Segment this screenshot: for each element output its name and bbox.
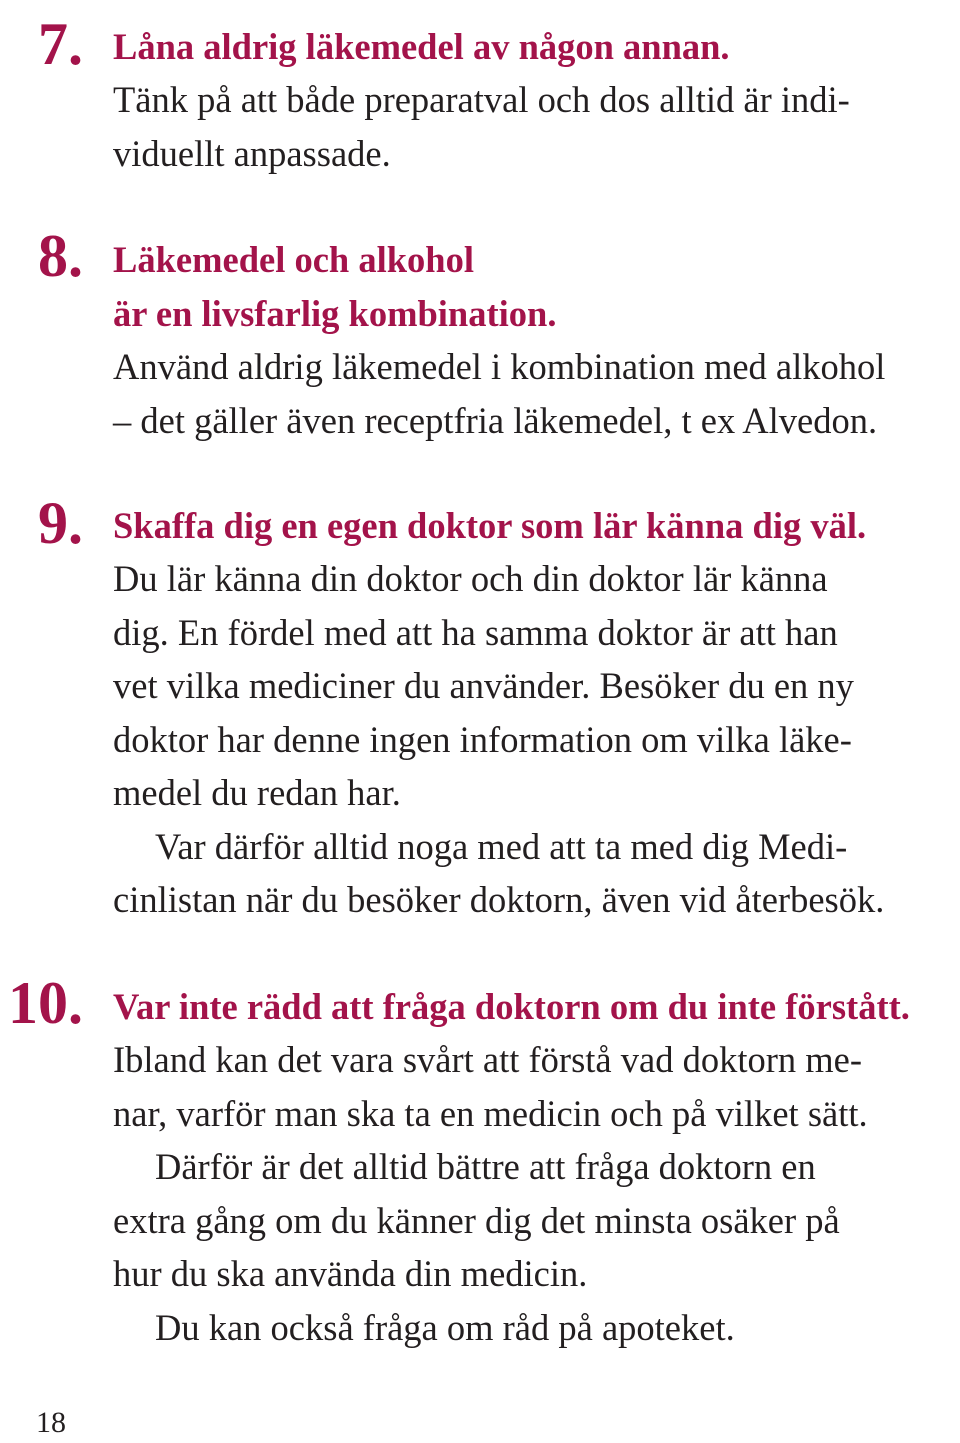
item-heading-9 (113, 499, 955, 553)
body-line: vet vilka mediciner du använder. Besöker du en ny (113, 665, 854, 706)
heading-line: Låna aldrig läkemedel av någon annan. (113, 26, 730, 67)
body-line: Du kan också fråga om råd på apoteket. (155, 1306, 735, 1348)
heading-line: Läkemedel och alkohol (113, 239, 474, 280)
item-number-10: 10. (8, 970, 83, 1036)
body-line: Ibland kan det vara svårt att förstå vad doktorn me- (113, 1039, 862, 1080)
heading-line: Skaffa dig en egen doktor som lär känna dig väl. (113, 505, 867, 546)
body-line: doktor har denne ingen information om vilka läke- (113, 718, 852, 760)
page-number: 18 (36, 1406, 66, 1439)
body-line: hur du ska använda din medicin. (113, 1253, 588, 1294)
item-heading-10 (113, 980, 955, 1034)
body-line: – det gäller även receptfria läkemedel, t ex Alvedon. (113, 399, 878, 441)
body-line: Använd aldrig läkemedel i kombination med alkohol (113, 346, 886, 387)
body-line: medel du redan har. (113, 772, 401, 813)
body-line: Tänk på att både preparatval och dos alltid är indi- (113, 79, 850, 120)
body-line: cinlistan när du besöker doktorn, även vid återbesök. (113, 879, 885, 920)
body-line: nar, varför man ska ta en medicin och på vilket sätt. (113, 1092, 868, 1134)
item-body-8 (113, 340, 955, 447)
item-body-9 (113, 552, 955, 927)
item-heading-8 (113, 233, 955, 340)
heading-line: är en livsfarlig kombination. (113, 292, 557, 334)
item-heading-7 (113, 20, 955, 74)
body-line: viduellt anpassade. (113, 132, 391, 174)
item-number-7: 7. (38, 11, 83, 77)
body-line: Var därför alltid noga med att ta med dig Medi- (155, 825, 848, 867)
heading-line: Var inte rädd att fråga doktorn om du inte förstått. (113, 986, 910, 1027)
item-body-10 (113, 1033, 955, 1354)
body-line: Du lär känna din doktor och din doktor lär känna (113, 558, 828, 599)
item-number-9: 9. (38, 490, 83, 556)
item-number-8: 8. (38, 223, 83, 289)
body-line: dig. En fördel med att ha samma doktor är att han (113, 611, 838, 653)
body-line: extra gång om du känner dig det minsta osäker på (113, 1199, 840, 1241)
body-line: Därför är det alltid bättre att fråga doktorn en (155, 1146, 816, 1187)
item-body-7 (113, 73, 955, 180)
